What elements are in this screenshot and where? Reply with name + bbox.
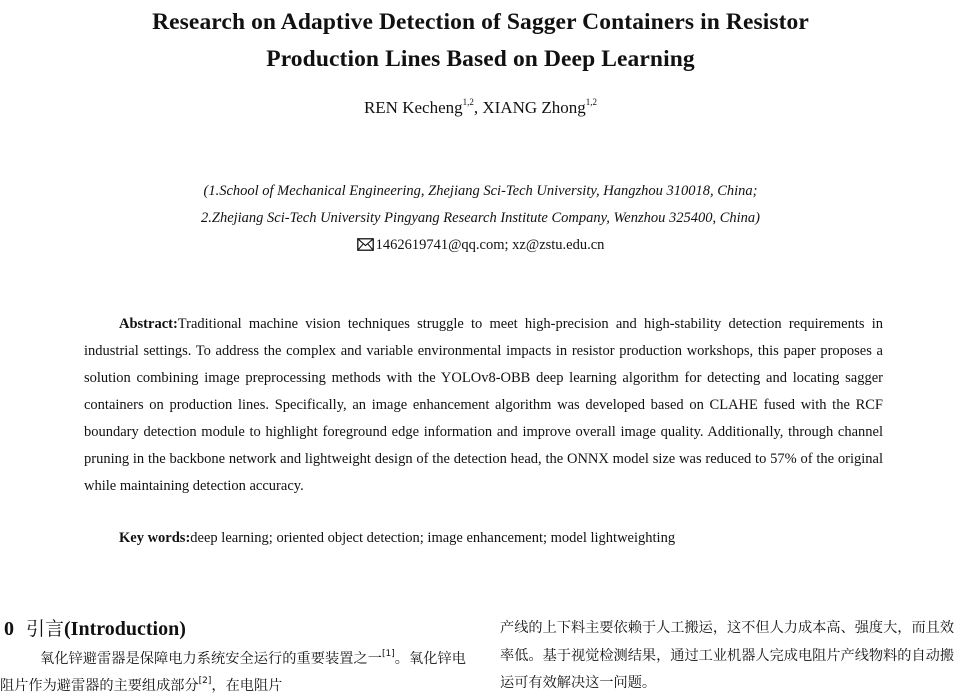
keywords-label: Key words: (119, 530, 191, 546)
citation-ref[interactable]: [2] (198, 676, 212, 686)
email-addresses[interactable]: 1462619741@qq.com; xz@zstu.edu.cn (375, 237, 605, 253)
author-name: REN Kecheng (363, 98, 463, 117)
keywords (119, 525, 899, 552)
section-title-en: (Introduction) (64, 618, 186, 640)
affiliation-line: (1.School of Mechanical Engineering, Zhejiang Sci-Tech University, Hangzhou 310018, China; (203, 183, 758, 199)
author-list (0, 96, 961, 120)
keywords-text: deep learning; oriented object detection; image enhancement; model lightweighting (190, 530, 676, 546)
author-affiliation-mark: 1,2 (462, 97, 474, 107)
citation-ref[interactable]: [1] (381, 649, 395, 659)
body-text: 产线的上下料主要依赖于人工搬运，这不但人力成本高、强度大，而且效率低。基于视觉检测结果，通过工业机器人完成电阻片产线物料的自动搬运可有效解决这一问题。 (500, 620, 955, 691)
author-affiliation-mark: 1,2 (585, 97, 598, 107)
paper-title (0, 4, 961, 78)
affiliation-line: 2.Zhejiang Sci-Tech University Pingyang Research Institute Company, Wenzhou 325400, China) (201, 210, 760, 226)
body-text: 。氧化锌电阻片作为避雷器的主要组成部分 (0, 651, 466, 694)
body-right-column (500, 615, 961, 698)
author-separator: , (473, 98, 483, 117)
author-name: XIANG Zhong (482, 98, 586, 117)
section-title-cn: 引言 (26, 618, 65, 640)
body-left-column (0, 646, 466, 700)
abstract-label: Abstract: (119, 316, 178, 332)
body-text: ，在电阻片 (211, 678, 283, 694)
abstract-text: Traditional machine vision techniques struggle to meet high-precision and high-stability detection requirements in industrial settings. To address the complex and variable environmental impacts in resistor production workshops, this paper proposes a solution combining image preprocessing methods with the YOLOv8-OBB deep learning algorithm for detecting and locating sagger containers on production lines. Specifically, an image enhancement algorithm was developed based on CLAHE fused with the RCF boundary detection module to highlight foreground edge information and improve overall image quality. Additionally, through channel pruning in the backbone network and lightweight design of the detection head, the ONNX model size was reduced to 57% of the original while maintaining detection accuracy. (84, 316, 883, 494)
envelope-icon (357, 234, 374, 261)
title-line-2: Production Lines Based on Deep Learning (266, 46, 695, 72)
section-heading (4, 614, 186, 644)
affiliations (0, 178, 961, 261)
email-line (0, 232, 961, 261)
title-line-1: Research on Adaptive Detection of Sagger Containers in Resistor (152, 9, 809, 35)
abstract (84, 311, 883, 500)
section-number: 0 (4, 618, 14, 640)
body-text: 氧化锌避雷器是保障电力系统安全运行的重要装置之一 (40, 651, 382, 667)
